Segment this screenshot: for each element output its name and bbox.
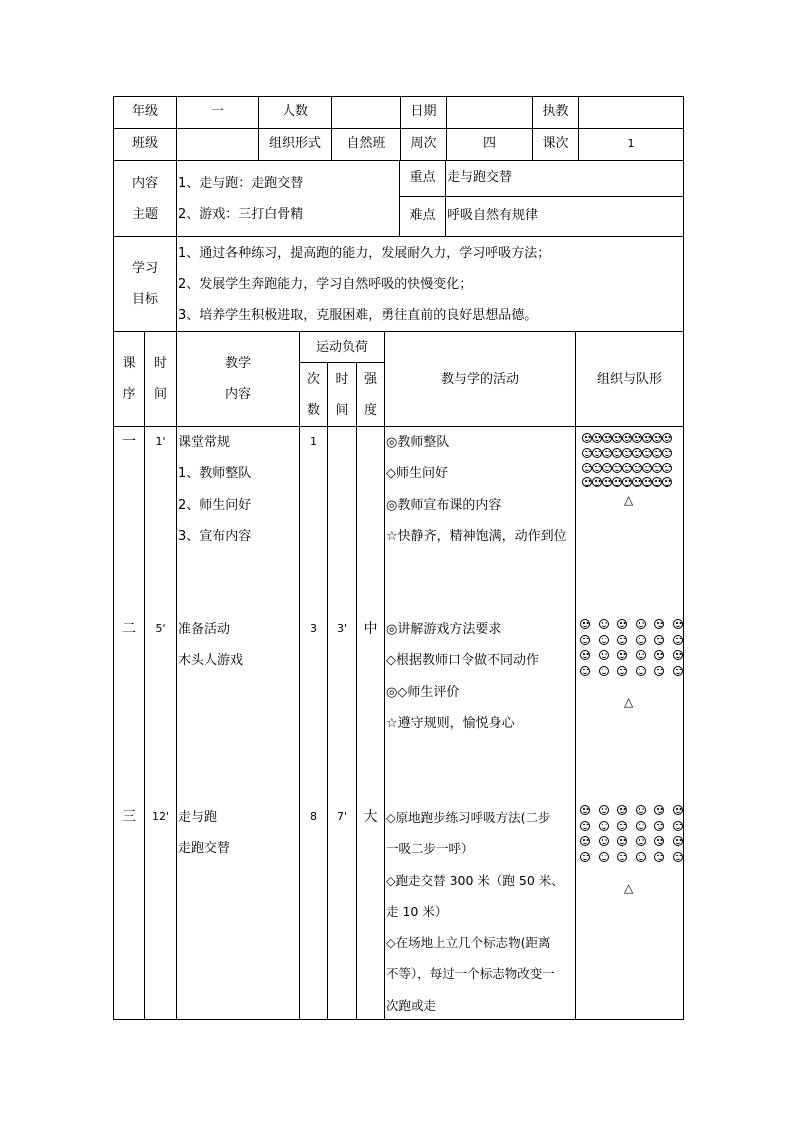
grade-label: 年级	[131, 104, 158, 119]
formation-row	[582, 463, 672, 476]
student-icon	[599, 821, 609, 831]
content-line: 2、游戏：三打白骨精	[178, 207, 304, 222]
grade-value: 一	[210, 104, 224, 119]
student-icon	[580, 619, 590, 629]
student-icon	[632, 448, 642, 458]
student-icon	[599, 852, 609, 862]
student-icon	[612, 433, 622, 443]
teacher-label: 执教	[542, 104, 569, 119]
student-icon	[662, 448, 672, 458]
student-icon	[654, 836, 664, 846]
student-icon	[673, 650, 683, 660]
student-icon	[580, 821, 590, 831]
student-icon	[642, 448, 652, 458]
section-duration: 3'	[336, 622, 348, 635]
student-icon	[592, 448, 602, 458]
student-icon	[580, 852, 590, 862]
student-icon	[617, 805, 627, 815]
formation-row	[580, 805, 683, 818]
col-teaching-header: 内容	[224, 387, 251, 402]
section-order: 二	[122, 621, 136, 637]
student-icon	[654, 852, 664, 862]
section-content: 走与跑 走跑交替	[178, 810, 231, 857]
student-icon	[582, 433, 592, 443]
section-time: 1'	[155, 435, 166, 448]
student-icon	[580, 635, 590, 645]
student-icon	[602, 433, 612, 443]
count-label: 人数	[281, 104, 308, 119]
student-icon	[617, 836, 627, 846]
student-icon	[654, 805, 664, 815]
student-icon	[622, 448, 632, 458]
lesson-label: 课次	[542, 136, 569, 151]
section-reps: 1	[310, 435, 317, 448]
student-icon	[636, 852, 646, 862]
student-icon	[602, 477, 612, 487]
date-label: 日期	[410, 104, 437, 119]
col-reps-header: 次	[306, 372, 320, 387]
student-icon	[592, 463, 602, 473]
formation-row	[580, 650, 683, 663]
student-icon	[582, 463, 592, 473]
student-icon	[599, 619, 609, 629]
student-icon	[654, 619, 664, 629]
goal-line: 1、通过各种练习，提高跑的能力，发展耐久力，学习呼吸方法；	[178, 246, 551, 261]
section-activities: ◎讲解游戏方法要求 ◇根据教师口令做不同动作 ◎◇师生评价 ☆遵守规则，愉悦身心	[386, 622, 539, 731]
student-icon	[632, 463, 642, 473]
org-value: 自然班	[346, 136, 386, 151]
col-intensity-header: 强	[363, 372, 377, 387]
formation-row	[580, 666, 683, 679]
student-icon	[673, 852, 683, 862]
section-intensity: 中	[363, 621, 378, 637]
formation-row	[580, 852, 683, 865]
key-point-value: 走与跑交替	[447, 170, 513, 185]
formation-row	[580, 821, 683, 834]
section-reps: 8	[310, 810, 317, 823]
student-icon	[622, 433, 632, 443]
student-icon	[642, 477, 652, 487]
lesson-value: 1	[627, 137, 635, 150]
student-icon	[642, 463, 652, 473]
col-duration-header: 时	[335, 372, 349, 387]
student-icon	[580, 836, 590, 846]
student-icon	[652, 477, 662, 487]
student-icon	[673, 821, 683, 831]
section-intensity: 大	[363, 809, 378, 825]
col-order-header: 课	[122, 356, 136, 371]
student-icon	[599, 805, 609, 815]
col-time-header: 时	[153, 356, 167, 371]
student-icon	[636, 821, 646, 831]
teacher-marker-icon: △	[624, 493, 634, 507]
section-content: 准备活动 木头人游戏	[178, 622, 244, 669]
student-icon	[617, 635, 627, 645]
formation-grid	[580, 619, 683, 681]
section-activities: ◇原地跑步练习呼吸方法(二步 一吸二步一呼） ◇跑走交替 300 米（跑 50 米、 走 10 米） ◇在场地上立几个标志物(距离 不等），每过一个标志物改变一 次跑或走	[386, 810, 564, 1013]
theme-label: 主题	[131, 207, 158, 222]
student-icon	[592, 477, 602, 487]
col-formation-header: 组织与队形	[596, 372, 662, 387]
week-value: 四	[482, 136, 496, 151]
teacher-marker-icon: △	[624, 881, 634, 895]
key-point-label: 重点	[409, 170, 436, 185]
goal-line: 2、发展学生奔跑能力，学习自然呼吸的快慢变化；	[178, 277, 473, 292]
student-icon	[673, 805, 683, 815]
student-icon	[636, 650, 646, 660]
section-order: 一	[122, 434, 136, 450]
student-icon	[612, 448, 622, 458]
student-icon	[636, 805, 646, 815]
col-order-header: 序	[122, 387, 136, 402]
col-activities-header: 教与学的活动	[440, 372, 519, 387]
student-icon	[599, 650, 609, 660]
student-icon	[673, 635, 683, 645]
student-icon	[599, 635, 609, 645]
student-icon	[636, 836, 646, 846]
student-icon	[654, 821, 664, 831]
col-reps-header: 数	[306, 403, 320, 418]
student-icon	[592, 433, 602, 443]
col-intensity-header: 度	[363, 403, 377, 418]
goals-label: 学习	[131, 261, 158, 276]
section-reps: 3	[310, 622, 317, 635]
student-icon	[580, 650, 590, 660]
col-teaching-header: 教学	[224, 356, 251, 371]
student-icon	[612, 463, 622, 473]
goals-label: 目标	[131, 292, 158, 307]
student-icon	[636, 635, 646, 645]
goal-line: 3、培养学生积极进取，克服困难，勇往直前的良好思想品德。	[178, 308, 538, 323]
student-icon	[662, 477, 672, 487]
content-label: 内容	[131, 176, 158, 191]
student-icon	[652, 448, 662, 458]
teacher-marker-icon: △	[624, 695, 634, 709]
student-icon	[632, 477, 642, 487]
week-label: 周次	[410, 136, 437, 151]
student-icon	[582, 477, 592, 487]
section-activities: ◎教师整队 ◇师生问好 ◎教师宣布课的内容 ☆快静齐，精神饱满，动作到位	[386, 435, 567, 544]
formation-grid	[580, 805, 683, 867]
student-icon	[622, 477, 632, 487]
formation-row	[580, 635, 683, 648]
student-icon	[636, 666, 646, 676]
section-time: 5'	[155, 622, 166, 635]
formation-row	[582, 433, 672, 446]
formation-grid	[582, 433, 672, 492]
student-icon	[617, 666, 627, 676]
student-icon	[617, 619, 627, 629]
student-icon	[673, 666, 683, 676]
student-icon	[662, 433, 672, 443]
student-icon	[599, 836, 609, 846]
section-time: 12'	[151, 810, 170, 823]
student-icon	[617, 650, 627, 660]
col-duration-header: 间	[335, 403, 349, 418]
formation-row	[582, 477, 672, 490]
difficulty-label: 难点	[409, 208, 436, 223]
difficulty-value: 呼吸自然有规律	[447, 208, 539, 223]
student-icon	[617, 821, 627, 831]
student-icon	[632, 433, 642, 443]
student-icon	[580, 805, 590, 815]
student-icon	[602, 448, 612, 458]
student-icon	[612, 477, 622, 487]
student-icon	[654, 635, 664, 645]
student-icon	[602, 463, 612, 473]
student-icon	[580, 666, 590, 676]
student-icon	[654, 666, 664, 676]
student-icon	[617, 852, 627, 862]
student-icon	[673, 619, 683, 629]
formation-row	[580, 619, 683, 632]
student-icon	[673, 836, 683, 846]
student-icon	[652, 433, 662, 443]
class-label: 班级	[131, 136, 158, 151]
col-time-header: 间	[153, 387, 167, 402]
student-icon	[636, 619, 646, 629]
student-icon	[654, 650, 664, 660]
student-icon	[652, 463, 662, 473]
student-icon	[622, 463, 632, 473]
student-icon	[599, 666, 609, 676]
student-icon	[582, 448, 592, 458]
formation-row	[582, 448, 672, 461]
formation-row	[580, 836, 683, 849]
section-order: 三	[122, 809, 136, 825]
student-icon	[642, 433, 652, 443]
section-duration: 7'	[336, 810, 348, 823]
student-icon	[662, 463, 672, 473]
org-label: 组织形式	[268, 136, 321, 151]
col-load-header: 运动负荷	[315, 340, 368, 355]
content-line: 1、走与跑：走跑交替	[178, 176, 304, 191]
section-content: 课堂常规 1、教师整队 2、师生问好 3、宣布内容	[178, 435, 252, 544]
